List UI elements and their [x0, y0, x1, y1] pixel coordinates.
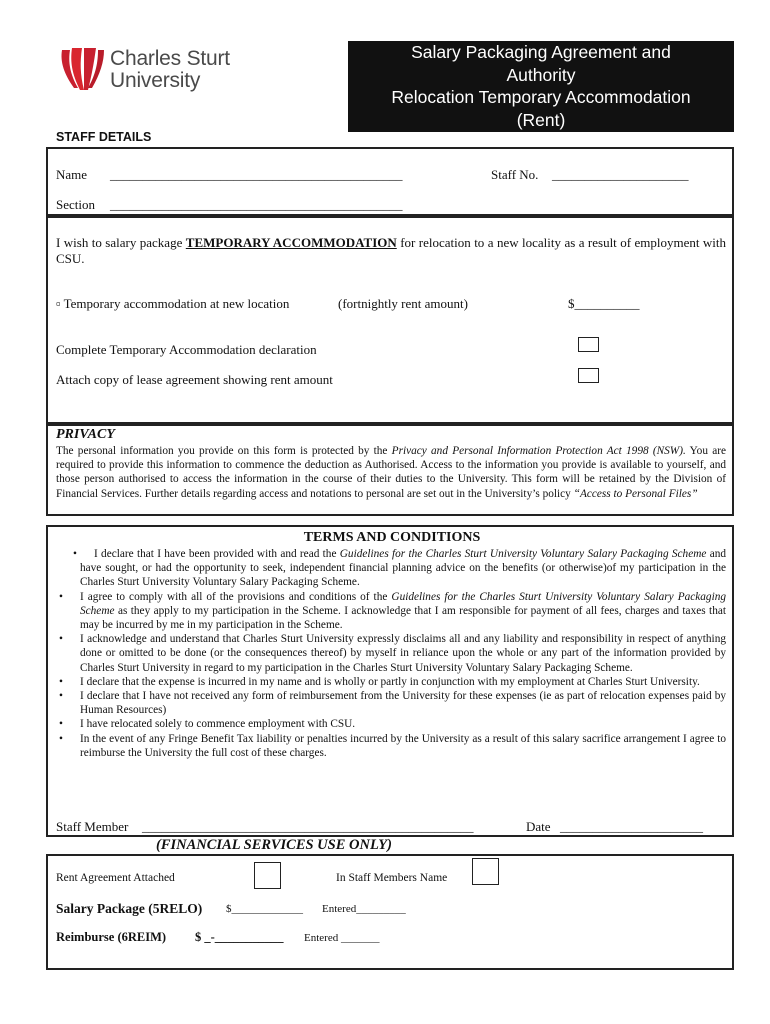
term-item: • I have relocated solely to commence employment with CSU. — [56, 717, 726, 731]
staff-member-label: Staff Member — [56, 819, 129, 834]
logo-line-1: Charles Sturt — [110, 47, 230, 70]
package-section — [46, 216, 734, 424]
privacy-text — [56, 444, 726, 501]
privacy-act: Privacy and Personal Information Protection Act 1998 (NSW). — [391, 445, 686, 457]
entered-field-2[interactable]: Entered _______ — [304, 932, 380, 944]
staff-details-section — [46, 147, 734, 216]
rent-amount-field[interactable]: $__________ — [568, 296, 640, 311]
entered-field-1[interactable]: Entered_________ — [322, 903, 406, 915]
staff-details-heading: STAFF DETAILS — [56, 130, 152, 144]
salary-package-field[interactable]: $_____________ — [226, 903, 303, 915]
intro-text-a: I wish to salary package — [56, 235, 183, 250]
financial-heading: (FINANCIAL SERVICES USE ONLY) — [156, 837, 392, 853]
title-line-4: (Rent) — [516, 109, 566, 130]
rent-agreement-label: Rent Agreement Attached — [56, 872, 175, 884]
title-line-3: Relocation Temporary Accommodation — [391, 87, 691, 107]
lease-label: Attach copy of lease agreement showing rent amount — [56, 372, 333, 387]
term-item: • I declare that the expense is incurred in my name and is wholly or partly in conjunction with my employment at Charles Sturt University. — [56, 675, 726, 689]
term-item: • I agree to comply with all of the provisions and conditions of the Guidelines for the Charles Sturt University Voluntary Salary Packaging Scheme as they apply to my participation in the Scheme. I acknowledge that I am responsible for payment of all fees, charges and taxes that may be incurred by me in my participation in the Scheme. — [56, 590, 726, 633]
logo-line-2: University — [110, 69, 201, 92]
section-label: Section — [56, 197, 95, 212]
term-item: • In the event of any Fringe Benefit Tax liability or penalties incurred by the University as a result of this salary sacrifice arrangement I agree to reimburse the University the full cost of these charges. — [56, 732, 726, 760]
date-label: Date — [526, 819, 551, 834]
intro-text-highlight: TEMPORARY ACCOMMODATION — [185, 235, 397, 250]
section-field[interactable]: _____________________________________________ — [110, 197, 403, 212]
declaration-checkbox[interactable] — [578, 337, 599, 352]
csu-emblem-icon — [58, 44, 106, 94]
rent-agreement-checkbox[interactable] — [254, 862, 281, 889]
reimburse-field[interactable]: $ _-___________ — [195, 930, 284, 944]
terms-heading: TERMS AND CONDITIONS — [303, 530, 481, 545]
staff-name-checkbox[interactable] — [472, 858, 499, 885]
privacy-section — [46, 424, 734, 516]
staff-no-field[interactable]: _____________________ — [552, 167, 689, 182]
university-logo — [58, 44, 258, 96]
name-field[interactable]: _____________________________________________ — [110, 167, 403, 182]
lease-checkbox[interactable] — [578, 368, 599, 383]
reimburse-label: Reimburse (6REIM) — [56, 930, 167, 944]
temp-accommodation-item: ▫ Temporary accommodation at new location — [56, 296, 290, 311]
term-item: • I declare that I have been provided with and read the Guidelines for the Charles Sturt University Voluntary Salary Packaging Scheme and have sought, or had the opportunity to seek, independent financial planning advice on the benefits (or otherwise)of my participation in the Charles Sturt University Voluntary Salary Packaging Scheme. — [56, 547, 726, 590]
staff-name-label: In Staff Members Name — [336, 872, 448, 884]
privacy-p1: The personal information you provide on this form is protected by the — [56, 445, 388, 457]
term-item: • I declare that I have not received any form of reimbursement from the University for these expenses (ie as part of relocation expenses paid by Human Resources) — [56, 689, 726, 717]
declaration-label: Complete Temporary Accommodation declaration — [56, 342, 317, 357]
terms-section — [46, 525, 734, 837]
name-label: Name — [56, 167, 88, 182]
staff-no-label: Staff No. — [491, 167, 539, 182]
privacy-heading: PRIVACY — [56, 427, 115, 442]
privacy-policy: “Access to Personal Files” — [573, 487, 698, 500]
privacy-p2: You are required to provide this information to commence the deduction as Authorised. Access to the information you provide is available to yourself, and those person authorised to access the information in the course of their duties to the University. This form will be retained by the Division of Financial Services. Further details regarding access and notations to personal are set out in the University’s policy — [56, 445, 726, 500]
fortnightly-note: (fortnightly rent amount) — [338, 296, 468, 311]
salary-package-label: Salary Package (5RELO) — [56, 901, 203, 916]
title-line-1: Salary Packaging Agreement and — [411, 42, 671, 62]
intro-text-c: for relocation to a new locality as a result of employment with CSU. — [56, 235, 727, 266]
title-line-2: Authority — [506, 64, 576, 85]
financial-section — [46, 854, 734, 970]
date-field[interactable]: ______________________ — [560, 819, 703, 834]
form-title — [348, 41, 734, 132]
term-item: • I acknowledge and understand that Charles Sturt University expressly disclaims all and any liability and responsibility in respect of anything done or omitted to be done (or the consequences thereof) by myself in reliance upon the whole or any part of the information provided by Charles Sturt University in regard to my participation in the Charles Sturt University Voluntary Salary Packaging Scheme. — [56, 632, 726, 675]
package-intro — [56, 235, 726, 267]
terms-list — [56, 547, 726, 760]
staff-member-signature-field[interactable]: ___________________________________________________ — [142, 819, 474, 834]
